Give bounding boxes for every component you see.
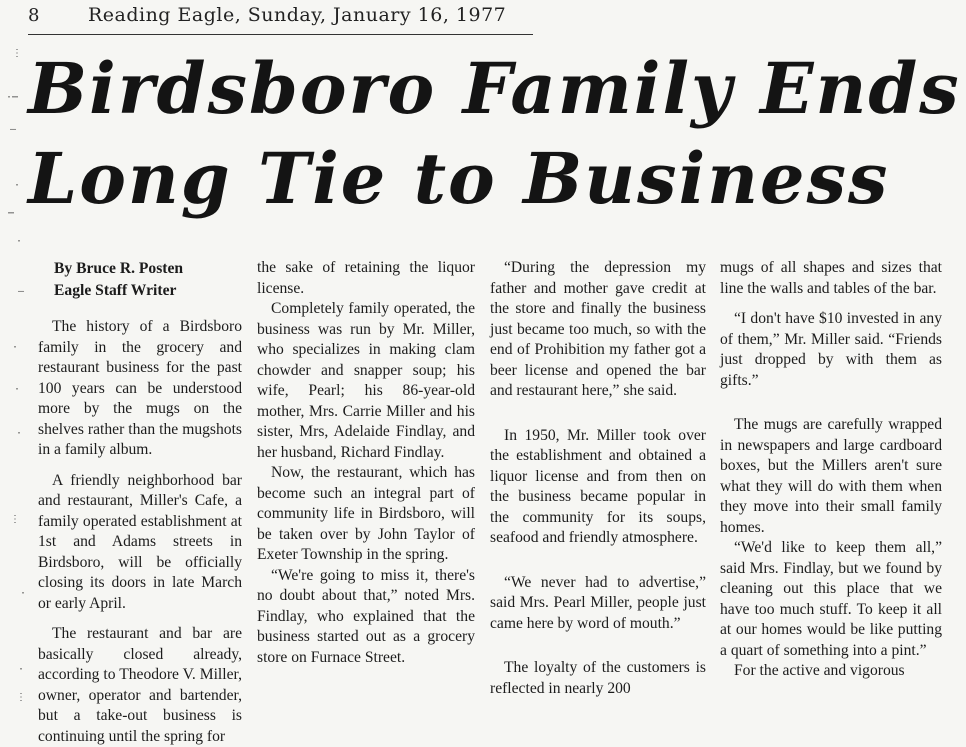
- folio-text: Reading Eagle, Sunday, January 16, 1977: [87, 4, 507, 26]
- paragraph: In 1950, Mr. Miller took over the establishment and obtained a liquor license and from then on the business became popular in the community for its soups, seafood and friendly atmosphere.: [490, 426, 706, 546]
- paragraph: The loyalty of the customers is reflected in nearly 200: [490, 659, 706, 697]
- article-column-1: [38, 258, 242, 747]
- page-number: 8: [28, 5, 40, 26]
- scan-margin-marks: ⋮ ·⋯ — · ⋯ · — · · · ⋮ · · ⋮: [6, 48, 27, 703]
- paragraph: “We never had to advertise,” said Mrs. Pearl Miller, people just came here by word of mouth.”: [490, 573, 706, 632]
- article-column-4: [720, 258, 942, 682]
- paragraph: the sake of retaining the liquor license.: [257, 259, 475, 297]
- paragraph: A friendly neighborhood bar and restaurant, Miller's Cafe, a family operated establishment at 1st and Adams streets in Birdsboro, will be officially closing its doors in late March or early April.: [38, 471, 242, 612]
- byline-author: By Bruce R. Posten: [54, 260, 184, 277]
- masthead-folio: [28, 4, 506, 26]
- headline-line-2: Long Tie to Business: [28, 137, 890, 220]
- paragraph: “During the depression my father and mother gave credit at the store and finally the business just became too much, so with the end of Prohibition my father got a beer license and opened the bar and restaurant here,” she said.: [490, 259, 706, 399]
- paragraph: The restaurant and bar are basically closed already, according to Theodore V. Miller, owner, operator and bartender, but a take-out business is continuing until the spring for: [38, 625, 242, 745]
- masthead-rule: [28, 34, 533, 35]
- paragraph: mugs of all shapes and sizes that line the walls and tables of the bar.: [720, 259, 942, 297]
- article-column-3: [490, 258, 706, 699]
- article-column-2: [257, 258, 475, 668]
- byline-title: Eagle Staff Writer: [54, 282, 177, 299]
- paragraph: “I don't have $10 invested in any of them,” Mr. Miller said. “Friends just dropped by with them as gifts.”: [720, 310, 942, 389]
- paragraph: “We're going to miss it, there's no doubt about that,” noted Mrs. Findlay, who explained that the business started out as a grocery store on Furnace Street.: [257, 566, 475, 666]
- paragraph: Completely family operated, the business was run by Mr. Miller, who specializes in making clam chowder and snapper soup; his wife, Pearl; his 86-year-old mother, Mrs. Carrie Miller and his sister, Mrs, Adelaide Findlay, and her husband, Richard Findlay.: [257, 300, 475, 461]
- paragraph: The history of a Birdsboro family in the grocery and restaurant business for the past 100 years can be understood more by the mugs on the shelves rather than the mugshots in a family album.: [38, 318, 242, 458]
- paragraph: Now, the restaurant, which has become such an integral part of community life in Birdsboro, will be taken over by John Taylor of Exeter Township in the spring.: [257, 464, 475, 563]
- headline-line-1: Birdsboro Family Ends: [28, 47, 961, 130]
- paragraph: “We'd like to keep them all,” said Mrs. Findlay, but we found by cleaning out this place that we have too much stuff. To keep it all at our homes would be like putting a quart of something into a pint.”: [720, 539, 942, 659]
- paragraph: For the active and vigorous: [734, 662, 905, 679]
- byline: [38, 258, 242, 302]
- paragraph: The mugs are carefully wrapped in newspapers and large cardboard boxes, but the Millers aren't sure what they will do with them when they move into their small family homes.: [720, 416, 942, 536]
- headline: [28, 44, 961, 224]
